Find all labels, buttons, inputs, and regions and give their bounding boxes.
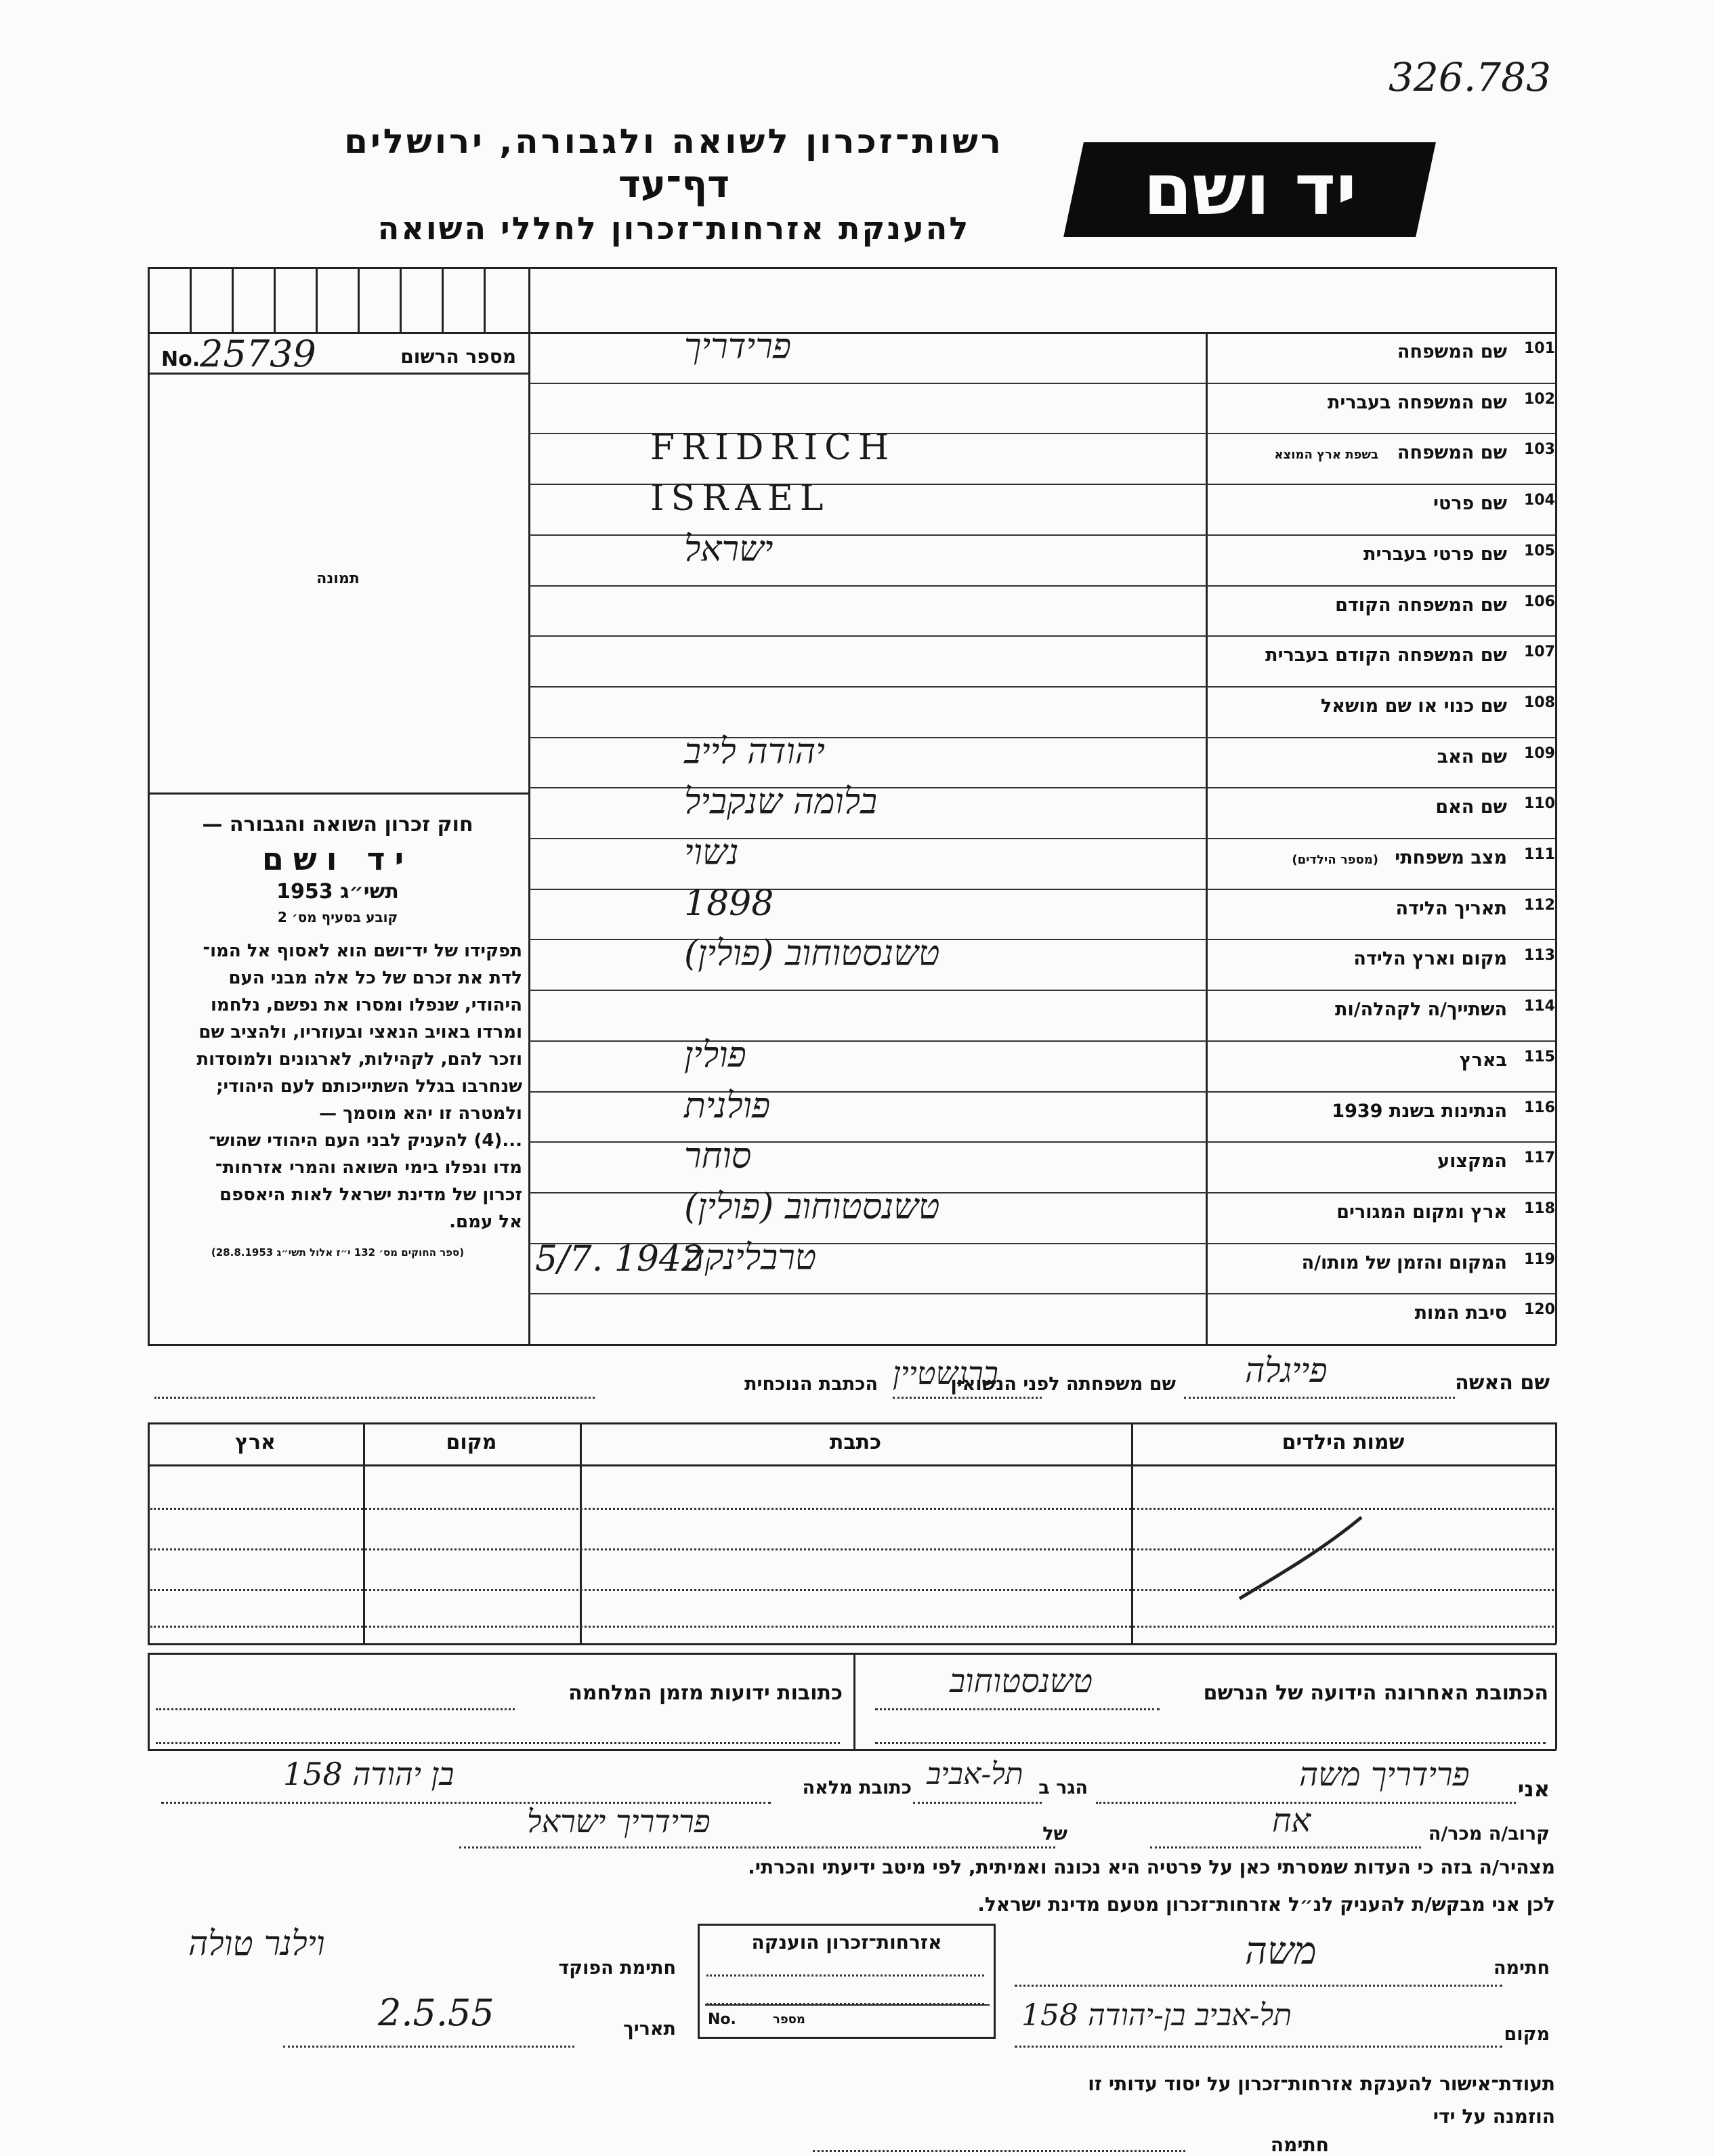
current-address-field[interactable] xyxy=(154,1397,595,1399)
field-number: 107 xyxy=(1524,643,1555,661)
field-label: שם פרטי בעברית xyxy=(1363,543,1507,565)
law-line: ומרדו באויב הנאצי ובעוזריו, ולהציב שם xyxy=(198,1022,522,1042)
field-label: שם המשפחה בעברית xyxy=(1327,392,1507,413)
field-value[interactable]: יהודה לייב xyxy=(684,731,825,772)
field-value[interactable]: FRIDRICH xyxy=(650,427,896,469)
declaration-line-1: מצהיר/ה בזה כי העדות שמסרתי כאן על פרטיה היא נכונה ואמיתית, לפי מיטב ידיעתי והכרתי. xyxy=(748,1856,1555,1878)
registration-label: מספר הרשום xyxy=(400,345,516,368)
law-line: מדו ונפלו בימי השואה והמרי אזרחות־ xyxy=(215,1158,522,1178)
field-label: שם המשפחה הקודם בעברית xyxy=(1265,645,1507,667)
field-number: 108 xyxy=(1524,694,1555,711)
field-number: 110 xyxy=(1524,795,1555,813)
yad-vashem-logo xyxy=(1063,142,1436,237)
field-label: שם המשפחה הקודם xyxy=(1335,594,1507,616)
field-label: ארץ ומקום המגורים xyxy=(1336,1201,1507,1223)
law-line: לדת את זכרם של כל אלה מבני העם xyxy=(228,968,522,988)
field-date-value[interactable]: 5/7. 1942 xyxy=(535,1238,704,1280)
of-name-value[interactable]: פרידריך ישראל xyxy=(527,1803,711,1840)
declaration-line-2: לכן אני מבקש/ת להעניק לנ״ל אזרחות־זכרון מטעם מדינת ישראל. xyxy=(977,1893,1555,1916)
authority-heading: רשות־זכרון לשואה ולגבורה, ירושלים xyxy=(344,122,1004,161)
last-address-label: הכתובת האחרונה הידועה של הנרשם xyxy=(1203,1681,1548,1705)
citizenship-box-no-label: No. xyxy=(708,2011,736,2028)
children-empty-strike xyxy=(1233,1510,1368,1605)
field-label-note: בשפת ארץ המוצא xyxy=(1274,448,1378,463)
children-header-country: ארץ xyxy=(235,1431,276,1454)
form-subtitle: להענקת אזרחות־זכרון לחללי השואה xyxy=(377,210,971,247)
field-number: 119 xyxy=(1524,1250,1555,1268)
certificate-sign-label: חתימה xyxy=(1270,2134,1329,2156)
maiden-name-label: שם משפחתה לפני הנשואין xyxy=(950,1374,1176,1395)
field-label: סיבת המות xyxy=(1414,1303,1507,1324)
law-line: ולמטרה זו יהא מוסמך — xyxy=(319,1103,522,1124)
field-value[interactable]: 1898 xyxy=(684,883,774,924)
last-address-value[interactable]: טשנסטוחוב xyxy=(950,1662,1093,1700)
field-label: שם המשפחה xyxy=(1397,341,1507,362)
declarant-name[interactable]: פרידריך משה xyxy=(1299,1756,1470,1794)
date-value[interactable]: 2.5.55 xyxy=(378,1991,494,2034)
field-number: 112 xyxy=(1524,896,1555,914)
law-body xyxy=(153,937,522,1235)
field-number: 115 xyxy=(1524,1048,1555,1065)
officer-signature-label: חתימת הפוקד xyxy=(558,1958,676,1979)
field-label: תאריך הלידה xyxy=(1395,897,1507,919)
field-value[interactable]: פולנית xyxy=(684,1085,771,1126)
field-label: שם פרטי xyxy=(1433,493,1507,515)
field-number: 120 xyxy=(1524,1301,1555,1319)
citizenship-box-title: אזרחות־זכרון הוענקה xyxy=(751,1931,942,1953)
field-number: 111 xyxy=(1524,846,1555,863)
registration-no-label: No. xyxy=(161,347,200,371)
date-label: תאריך xyxy=(623,2018,676,2039)
field-label: שם המשפחה xyxy=(1397,442,1507,464)
field-value[interactable]: טשנסטוחוב (פולין) xyxy=(684,1186,940,1227)
field-number: 109 xyxy=(1524,744,1555,762)
last-address-section xyxy=(855,1654,1554,1748)
field-value[interactable]: טשנסטוחוב (פולין) xyxy=(684,933,940,975)
wartime-addresses-label: כתובות ידועות מזמן המלחמה xyxy=(568,1681,843,1705)
form-title: דף־עד xyxy=(618,163,730,207)
officer-signature-value[interactable]: וילנר טולה xyxy=(188,1924,325,1963)
field-value[interactable]: פרידריך xyxy=(684,326,791,367)
citizenship-granted-box xyxy=(698,1924,996,2039)
field-number: 104 xyxy=(1524,492,1555,509)
field-label: השתייך/ה לקהלה/ות xyxy=(1335,999,1507,1021)
field-value[interactable]: נשוי xyxy=(684,832,739,873)
of-label: של xyxy=(1042,1823,1067,1844)
field-label: הנתינות בשנת 1939 xyxy=(1332,1100,1507,1122)
field-number: 102 xyxy=(1524,390,1555,408)
full-address-label: כתובת מלאה xyxy=(802,1777,912,1798)
field-label: שם כנוי או שם מושאל xyxy=(1320,695,1507,717)
law-line: תפקידו של יד־ושם הוא לאסוף אל המו־ xyxy=(203,941,522,961)
field-label: בארץ xyxy=(1459,1049,1507,1071)
relation-value[interactable]: אח xyxy=(1272,1802,1311,1840)
resident-label: הגר ב xyxy=(1038,1777,1088,1798)
field-value[interactable]: ISRAEL xyxy=(650,478,830,520)
archive-number: 326.783 xyxy=(1389,54,1551,100)
wife-name-value[interactable]: פייגלה xyxy=(1245,1351,1328,1390)
law-footnote: (ספר החוקים מס׳ 132 י״ז אלול תשי״ג 28.8.1953) xyxy=(211,1246,465,1259)
relation-label: קרוב/ה מכר/ה xyxy=(1428,1823,1550,1844)
field-value[interactable]: טרבלינקה xyxy=(684,1237,817,1278)
current-address-label: הכתבת הנוכחית xyxy=(744,1374,878,1395)
resident-city[interactable]: תל-אביב xyxy=(927,1757,1023,1792)
officer-section xyxy=(148,1924,690,2059)
field-number: 117 xyxy=(1524,1149,1555,1167)
registration-number-value: 25739 xyxy=(200,333,316,375)
field-value[interactable]: פולין xyxy=(684,1034,746,1076)
law-title: חוק זכרון השואה והגבורה — xyxy=(202,813,473,837)
field-value[interactable]: סוחר xyxy=(684,1136,752,1177)
field-number: 103 xyxy=(1524,441,1555,459)
photo-placeholder-label: תמונה xyxy=(316,570,360,587)
children-header-place: מקום xyxy=(446,1431,497,1454)
children-header-names: שמות הילדים xyxy=(1282,1431,1405,1454)
law-excerpt xyxy=(153,813,522,1259)
citizenship-box-number-row[interactable] xyxy=(705,2004,990,2033)
field-number: 105 xyxy=(1524,542,1555,559)
field-label-note: (מספר הילדים) xyxy=(1292,853,1378,867)
law-year: תשי״ג 1953 xyxy=(276,880,399,904)
field-number: 114 xyxy=(1524,998,1555,1015)
field-number: 113 xyxy=(1524,947,1555,965)
law-line: היהודי, שנפלו ומסרו את נפשם, נלחמו xyxy=(210,995,522,1015)
law-line: ...(4) להעניק לבני העם היהודי שהוש־ xyxy=(209,1130,522,1151)
place-label: מקום xyxy=(1504,2024,1550,2045)
maiden-name-value[interactable]: ברנשטיין xyxy=(893,1355,998,1391)
certificate-line-1: תעודת־אישור להענקת אזרחות־זכרון על יסוד עדותי זו xyxy=(1088,2073,1555,2095)
full-address-value[interactable]: בן יהודה 158 xyxy=(283,1756,454,1792)
logo-text: יד ושם xyxy=(1143,148,1357,231)
law-line: זכרון של מדינת ישראל לאות היאספם xyxy=(219,1185,522,1205)
field-label: שם האב xyxy=(1437,746,1507,767)
field-label: המקצוע xyxy=(1437,1151,1507,1172)
place-value[interactable]: תל-אביב בן-יהודה 158 xyxy=(1021,1998,1292,2033)
field-label: שם האם xyxy=(1435,797,1507,818)
field-number: 116 xyxy=(1524,1099,1555,1116)
field-label: מצב משפחתי xyxy=(1395,847,1507,868)
field-label: המקום והזמן של מותו/ה xyxy=(1301,1252,1507,1273)
children-header-address: כתבת xyxy=(829,1431,882,1454)
certificate-line-2: הוזמנה על ידי xyxy=(1433,2105,1555,2128)
field-value[interactable]: ישראל xyxy=(684,528,774,570)
law-line: אל עמם. xyxy=(449,1212,522,1232)
law-line: שנחרבו בגלל השתייכותם לעם היהודי; xyxy=(216,1076,522,1097)
citizenship-box-number-label: מספר xyxy=(773,2012,805,2027)
field-number: 118 xyxy=(1524,1200,1555,1217)
law-line: וזכר להם, לקהילות, לארגונים ולמוסדות xyxy=(196,1049,522,1070)
wartime-addresses-section xyxy=(149,1654,852,1748)
law-section: קובע בסעיף מס׳ 2 xyxy=(277,909,398,925)
field-label: מקום וארץ הלידה xyxy=(1353,948,1507,970)
wife-label: שם האשה xyxy=(1455,1371,1550,1395)
law-name: יד ושם xyxy=(261,841,414,877)
signature-value[interactable]: משה xyxy=(1245,1929,1317,1973)
signature-label: חתימה xyxy=(1493,1958,1550,1979)
ani-label: אני xyxy=(1517,1776,1550,1802)
field-number: 101 xyxy=(1524,340,1555,357)
registration-number-field[interactable] xyxy=(156,335,522,373)
wife-row xyxy=(148,1348,1555,1409)
field-value[interactable]: בלומה שנקביל xyxy=(684,782,878,823)
field-number: 106 xyxy=(1524,593,1555,610)
